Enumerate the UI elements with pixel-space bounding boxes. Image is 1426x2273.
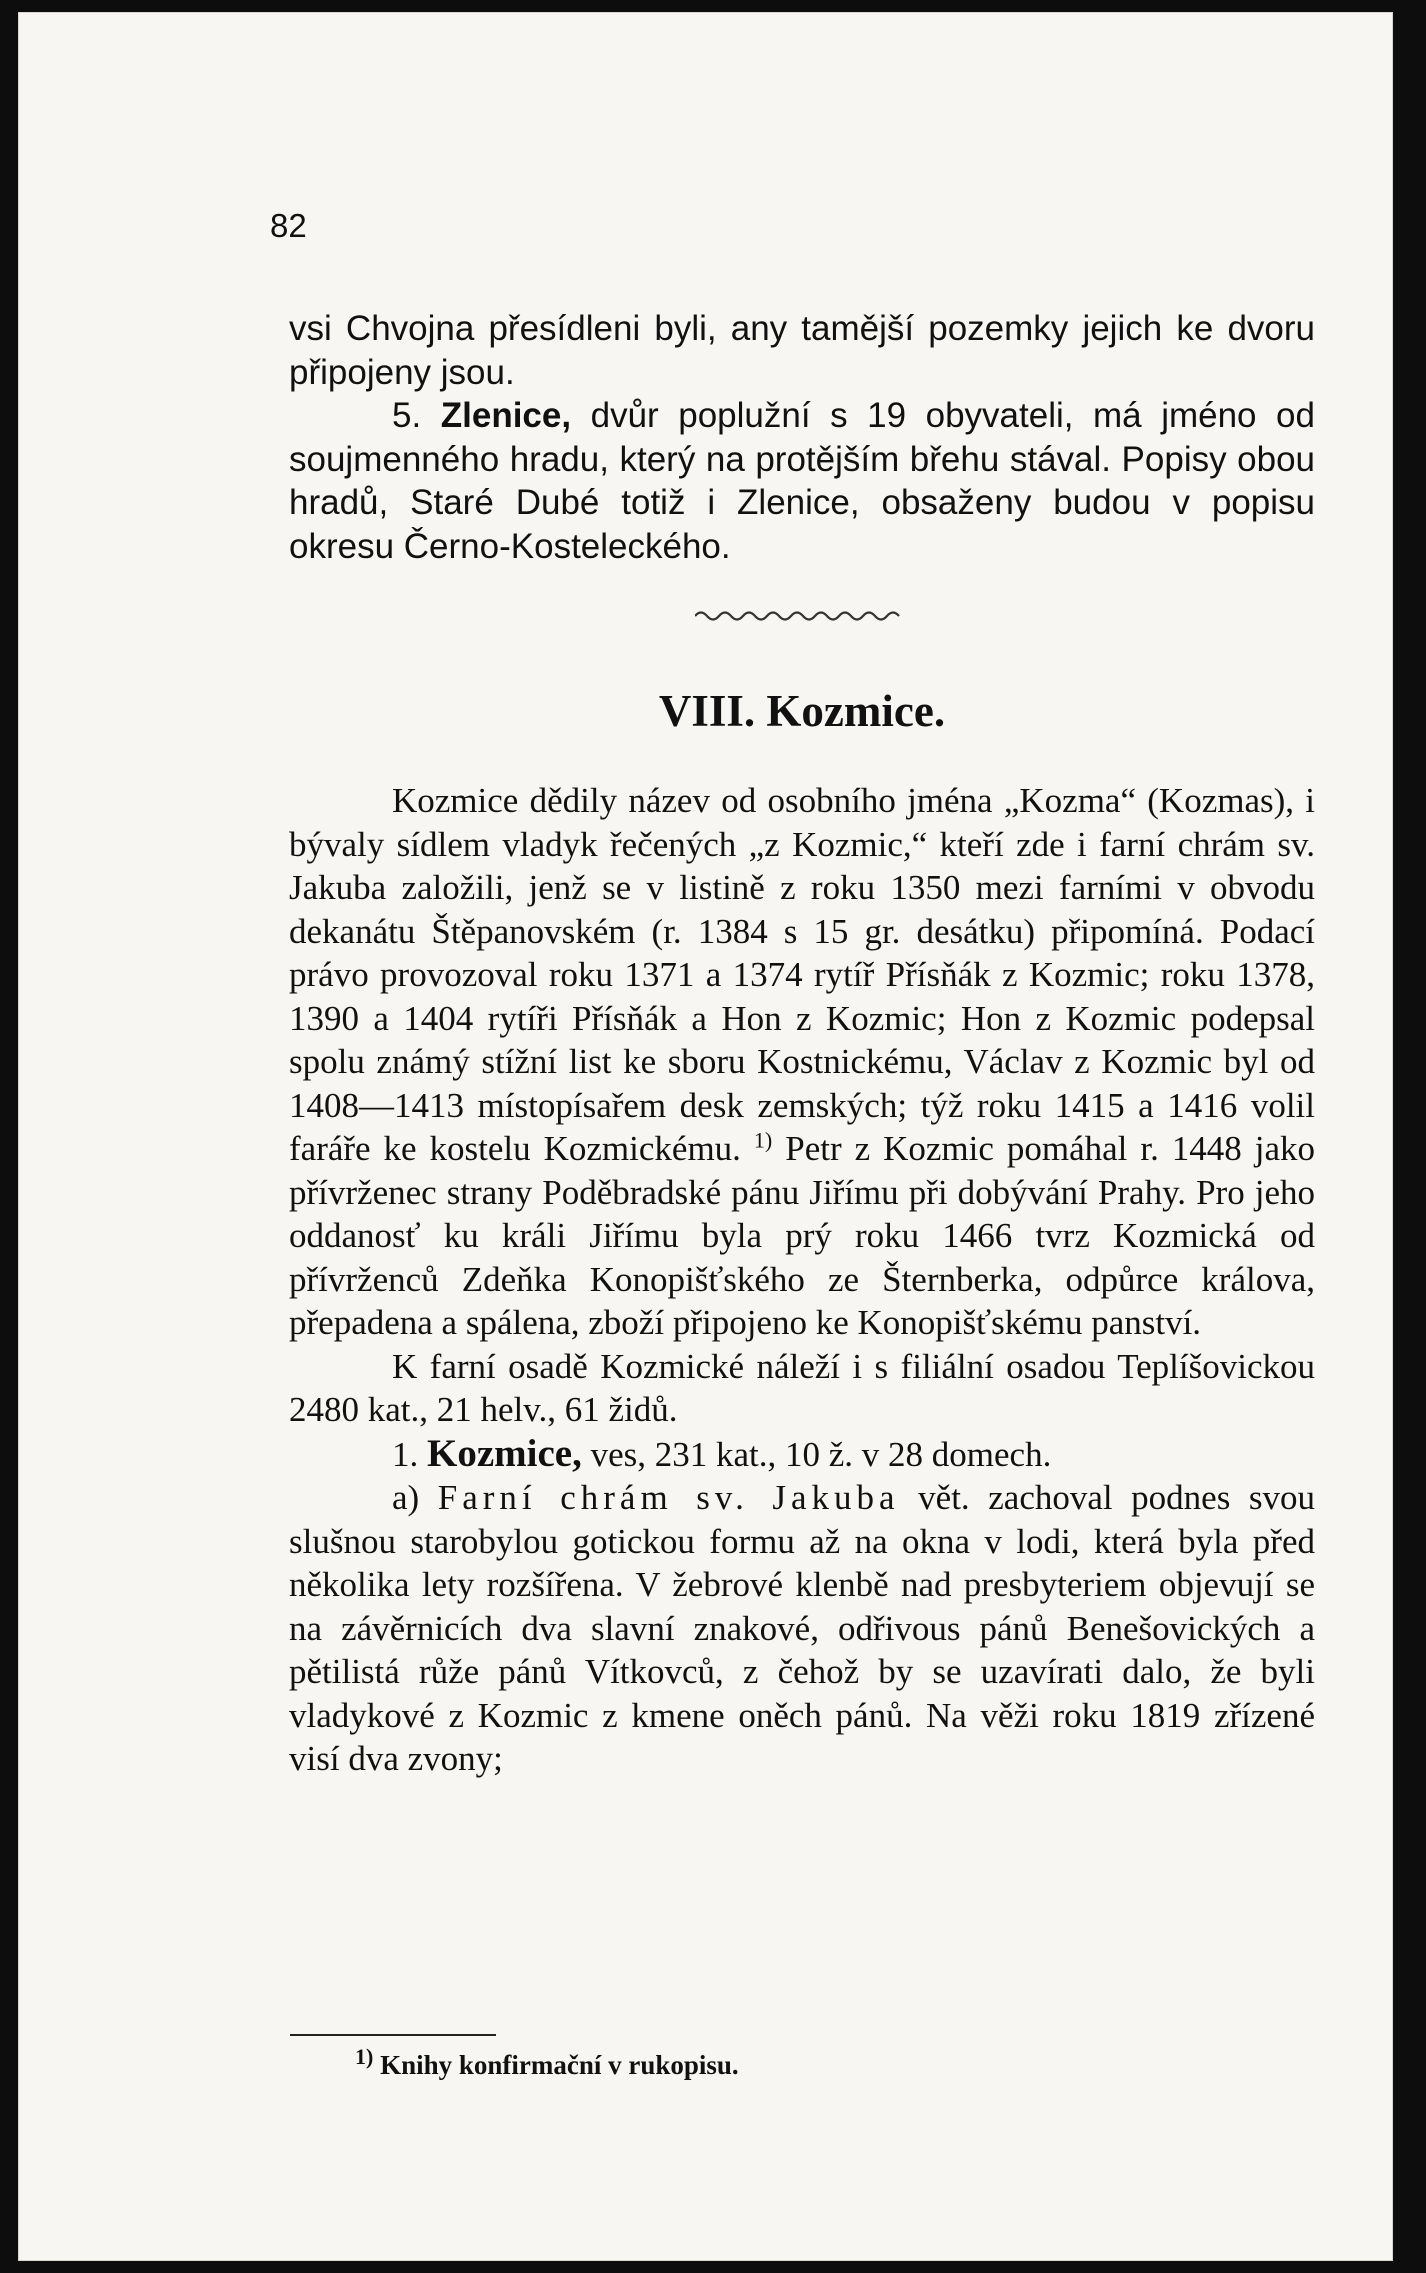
footnote-text: Knihy konfirmační v rukopisu.: [380, 2050, 739, 2080]
intro-line: vsi Chvojna přesídleni byli, any tamější pozemky jejich ke dvoru připojeny jsou.: [289, 309, 1315, 392]
item-a-text: vět. zachoval podnes svou slušnou starobylou gotickou formu až na okna v lodi, která byla před několika lety rozšířena. V žebrové klenbě nad presbyteriem objevují se na závěrnicích dva slavní znakové, odřivous pánů Benešovických a pětilistá růže pánů Vítkovců, z čehož by se uzavírati dalo, že byli vladykové z Kozmic z kmene oněch pánů. Na věži roku 1819 zřízené visí dva zvony;: [289, 1478, 1316, 1778]
wavy-divider-ornament: [695, 607, 900, 625]
item-a-paragraph: [289, 1476, 1315, 1781]
intro-text: [289, 307, 1315, 568]
item-5-number: 5.: [392, 396, 422, 435]
footnote-marker: 1): [355, 2044, 374, 2069]
item-5-title: Zlenice,: [440, 396, 572, 435]
history-paragraph: [289, 779, 1315, 1345]
footnote-reference: 1): [753, 1127, 773, 1153]
book-page: [18, 12, 1393, 2261]
footnote: [355, 2044, 739, 2081]
item-5-text: dvůr poplužní s 19 obyvateli, má jméno od soujmenného hradu, který na protějším břehu stával. Popisy obou hradů, Staré Dubé totiž i Zlenice, obsaženy budou v popisu okresu Černo-Kosteleckého.: [289, 396, 1315, 566]
item-1-paragraph: [289, 1432, 1315, 1477]
item-a-label: a): [392, 1478, 420, 1517]
item-1-number: 1.: [392, 1434, 419, 1474]
item-a-title: Farní chrám sv. Jakuba: [437, 1478, 900, 1517]
item-5-paragraph: [289, 394, 1315, 568]
item-1-title: Kozmice,: [427, 1431, 582, 1475]
page-number: 82: [270, 207, 307, 244]
section-heading: VIII. Kozmice.: [658, 686, 946, 736]
parish-paragraph: K farní osadě Kozmické náleží i s filiální osadou Teplíšovickou 2480 kat., 21 helv., 61 židů.: [289, 1346, 1315, 1429]
history-text-part2: Petr z Kozmic pomáhal r. 1448 jako přívrženec strany Poděbradské pánu Jiřímu při dobývání Prahy. Pro jeho oddanosť ku králi Jiřímu byla prý roku 1466 tvrz Kozmická od přívrženců Zdeňka Konopišťského ze Šternberka, odpůrce králova, přepadena a spálena, zboží připojeno ke Konopišťskému panství.: [289, 1129, 1316, 1342]
footnote-divider: [290, 2034, 496, 2036]
history-text-part1: Kozmice dědily název od osobního jména „Kozma“ (Kozmas), i bývaly sídlem vladyk řečených „z Kozmic,“ kteří zde i farní chrám sv. Jakuba založili, jenž se v listině z roku 1350 mezi farními v obvodu dekanátu Štěpanovském (r. 1384 s 15 gr. desátku) připomíná. Podací právo provozoval roku 1371 a 1374 rytíř Přísňák z Kozmic; roku 1378, 1390 a 1404 rytíři Přísňák a Hon z Kozmic; Hon z Kozmic podepsal spolu známý stížní list ke sboru Kostnickému, Václav z Kozmic byl od 1408—1413 místopísařem desk zemských; týž roku 1415 a 1416 volil faráře ke kostelu Kozmickému.: [289, 781, 1315, 1168]
section-body: [289, 779, 1315, 1781]
item-1-text: ves, 231 kat., 10 ž. v 28 domech.: [590, 1434, 1052, 1474]
